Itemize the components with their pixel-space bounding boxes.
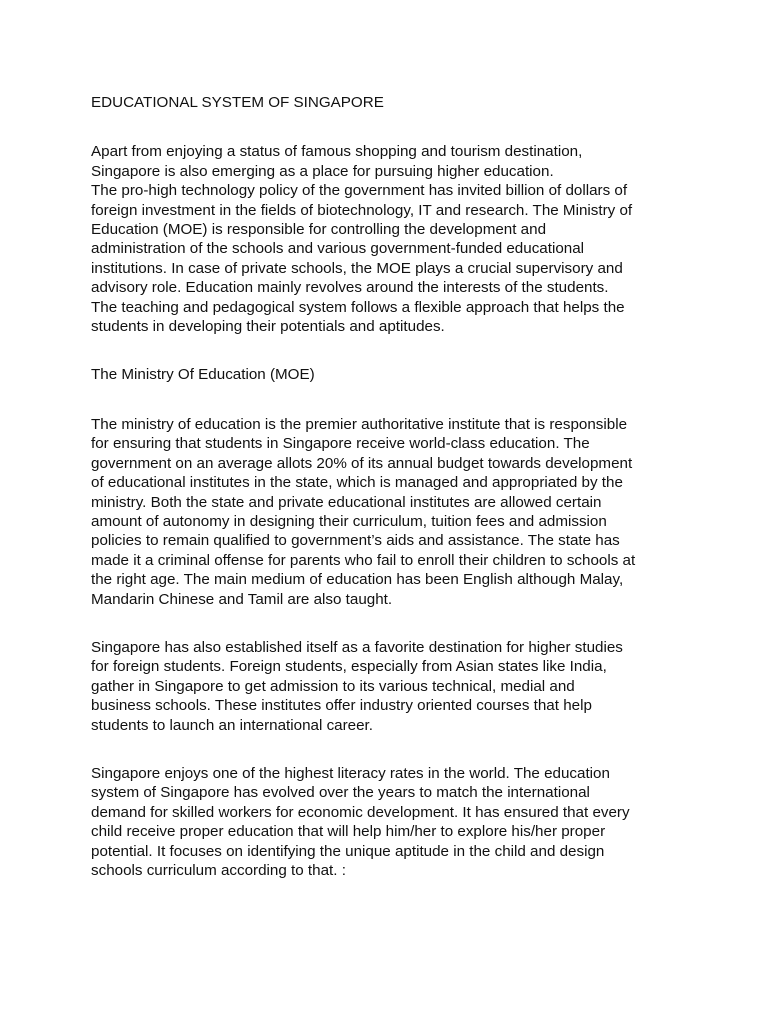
text-line: advisory role. Education mainly revolves around the interests of the students.	[91, 279, 609, 297]
text-line: schools curriculum according to that. :	[91, 862, 346, 879]
text-line: The ministry of education is the premier authoritative institute that is responsible	[91, 415, 628, 433]
text-line: of educational institutes in the state, which is managed and appropriated by the	[91, 474, 623, 492]
text-line: Singapore enjoys one of the highest literacy rates in the world. The education	[91, 764, 610, 782]
document-body	[91, 93, 681, 909]
moe-paragraph	[91, 415, 681, 609]
text-line: for ensuring that students in Singapore receive world-class education. The	[91, 435, 590, 453]
text-line: Apart from enjoying a status of famous shopping and tourism destination,	[91, 143, 583, 161]
text-line: Singapore has also established itself as a favorite destination for higher studies	[91, 638, 623, 656]
text-line: Mandarin Chinese and Tamil are also taught.	[91, 590, 393, 608]
text-line: The teaching and pedagogical system follows a flexible approach that helps the	[91, 298, 625, 316]
document-title: EDUCATIONAL SYSTEM OF SINGAPORE	[91, 94, 384, 111]
text-line: students in developing their potentials and aptitudes.	[91, 318, 445, 336]
text-line: government on an average allots 20% of its annual budget towards development	[91, 454, 633, 472]
text-line: students to launch an international career.	[91, 716, 373, 734]
text-line: institutions. In case of private schools, the MOE plays a crucial supervisory and	[91, 259, 623, 277]
section-heading: The Ministry Of Education (MOE)	[91, 366, 315, 384]
text-line: administration of the schools and various government-funded educational	[91, 240, 585, 258]
literacy-paragraph	[91, 764, 681, 880]
text-line: business schools. These institutes offer industry oriented courses that help	[91, 697, 592, 715]
text-line: amount of autonomy in designing their curriculum, tuition fees and admission	[91, 512, 607, 530]
text-line: policies to remain qualified to government’s aids and assistance. The state has	[91, 532, 620, 550]
text-line: The pro-high technology policy of the government has invited billion of dollars of	[91, 182, 628, 200]
text-line: ministry. Both the state and private educational institutes are allowed certain	[91, 493, 602, 511]
higher-studies-paragraph	[91, 638, 681, 735]
text-line: the right age. The main medium of education has been English although Malay,	[91, 571, 624, 589]
text-line: system of Singapore has evolved over the years to match the international	[91, 784, 590, 802]
text-line: Singapore is also emerging as a place for pursuing higher education.	[91, 162, 554, 180]
text-line: made it a criminal offense for parents who fail to enroll their children to schools at	[91, 551, 636, 569]
text-line: foreign investment in the fields of biotechnology, IT and research. The Ministry of	[91, 201, 633, 219]
text-line: Education (MOE) is responsible for controlling the development and	[91, 221, 547, 239]
text-line: child receive proper education that will help him/her to explore his/her proper	[91, 823, 606, 841]
text-line: gather in Singapore to get admission to its various technical, medial and	[91, 677, 575, 695]
text-line: potential. It focuses on identifying the unique aptitude in the child and design	[91, 842, 605, 860]
intro-paragraph	[91, 142, 681, 336]
text-line: for foreign students. Foreign students, especially from Asian states like India,	[91, 658, 607, 676]
text-line: demand for skilled workers for economic development. It has ensured that every	[91, 803, 630, 821]
